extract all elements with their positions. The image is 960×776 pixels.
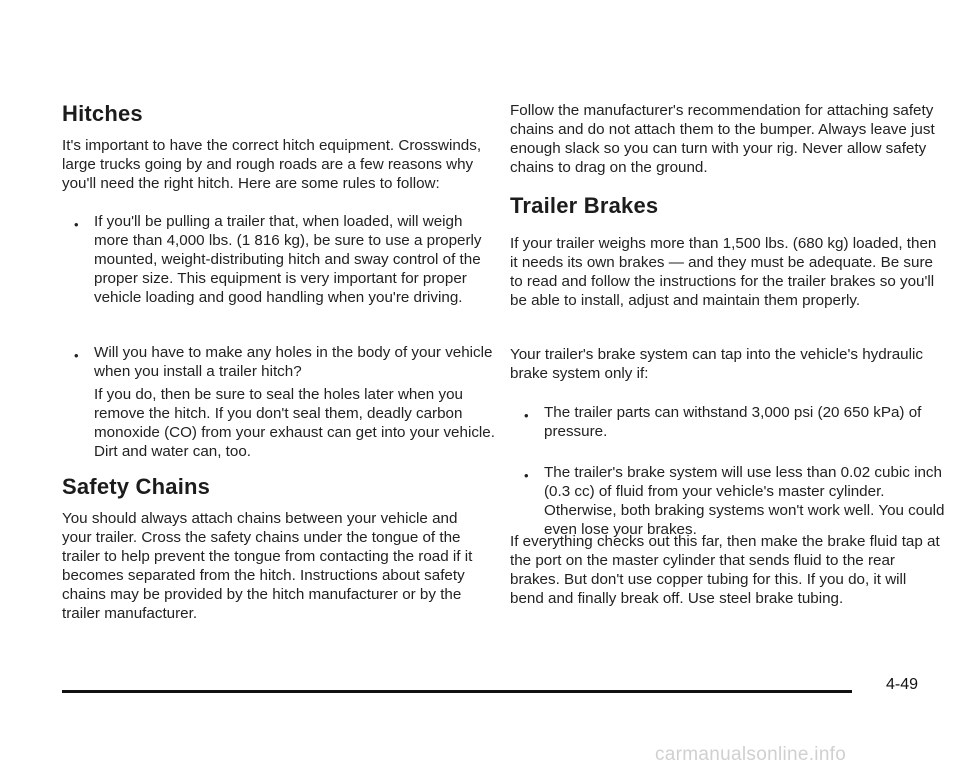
bullet-icon: • [524,468,529,483]
safety-chains-heading: Safety Chains [62,474,211,499]
bullet-icon: • [524,408,529,423]
brake-bullet-pressure-text: The trailer parts can withstand 3,000 psi (20 650 kPa) of pressure. [544,404,922,440]
bullet-icon: • [74,217,79,232]
hitches-heading: Hitches [62,101,143,126]
trailer-brakes-paragraph-1: If your trailer weighs more than 1,500 lbs. (680 kg) loaded, then it needs its own brakes — and they must be adequate. Be sure to read and follow the instructions for the trailer brakes so you'll be able to install, adjust and maintain them properly. [510,235,937,309]
hitch-bullet-holes [72,343,499,381]
brake-bullet-fluid-text: The trailer's brake system will use less than 0.02 cubic inch (0.3 cc) of fluid from your vehicle's master cylinder. Otherwise, both braking systems won't work well. You could even lose your brakes. [544,464,945,538]
footer-rule [62,690,852,693]
brake-bullet-fluid [522,463,954,539]
watermark-text: carmanualsonline.info [655,744,847,765]
trailer-brakes-paragraph-2: Your trailer's brake system can tap into the vehicle's hydraulic brake system only if: [510,346,923,382]
hitch-bullet-weight-text: If you'll be pulling a trailer that, when loaded, will weigh more than 4,000 lbs. (1 816 kg), be sure to use a properly mounted, weight-distributing hitch and sway control of the proper size. This equipment is very important for proper vehicle loading and good handling when you're driving. [94,213,482,306]
trailer-brakes-paragraph-3: If everything checks out this far, then make the brake fluid tap at the port on the master cylinder that sends fluid to the rear brakes. But don't use copper tubing for this. If you do, it will bend and finally break off. Use steel brake tubing. [510,533,940,607]
page-number: 4-49 [886,676,919,693]
bullet-icon: • [74,348,79,363]
hitch-bullet-holes-text: Will you have to make any holes in the body of your vehicle when you install a trailer hitch? [94,344,493,380]
trailer-brakes-heading: Trailer Brakes [510,193,659,218]
hitch-holes-followup-paragraph: If you do, then be sure to seal the holes later when you remove the hitch. If you don't seal them, deadly carbon monoxide (CO) from your exhaust can get into your vehicle. Dirt and water can, too. [94,386,495,460]
hitch-bullet-weight [72,212,499,307]
hitches-intro-paragraph: It's important to have the correct hitch equipment. Crosswinds, large trucks going by and rough roads are a few reasons why you'll need the right hitch. Here are some rules to follow: [62,137,482,192]
brake-bullet-pressure [522,403,954,441]
safety-chains-paragraph: You should always attach chains between your vehicle and your trailer. Cross the safety chains under the tongue of the trailer to help prevent the tongue from contacting the road if it becomes separated from the hitch. Instructions about safety chains may be provided by the hitch manufacturer or by the trailer manufacturer. [62,510,473,622]
safety-chains-followup-paragraph: Follow the manufacturer's recommendation for attaching safety chains and do not attach them to the bumper. Always leave just enough slack so you can turn with your rig. Never allow safety chains to drag on the ground. [510,102,935,176]
